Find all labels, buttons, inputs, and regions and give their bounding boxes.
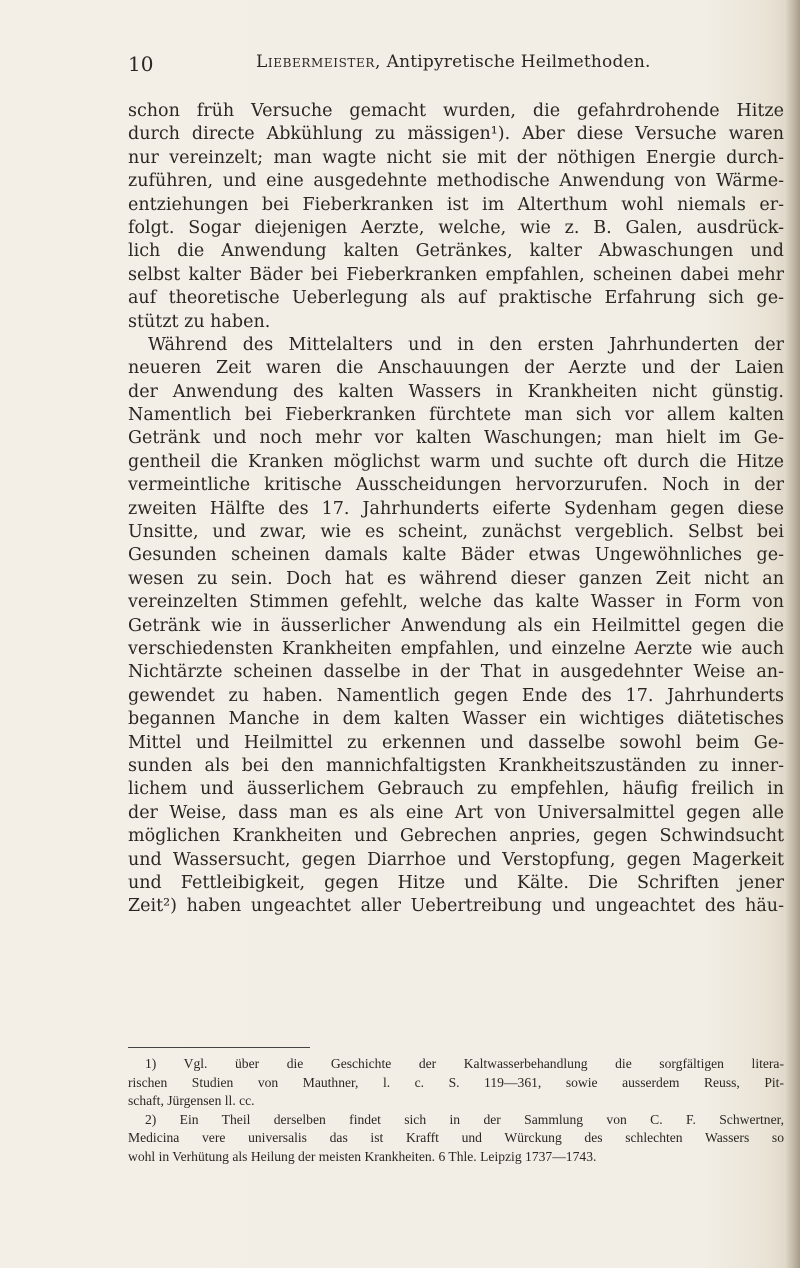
footnote-line: 2) Ein Theil derselben findet sich in der Sammlung von C. F. Schwertner,: [145, 1111, 784, 1127]
text-line: der Weise, dass man es als eine Art von Universalmittel gegen alle: [128, 802, 784, 823]
text-line: wesen zu sein. Doch hat es während dieser ganzen Zeit nicht an: [128, 568, 784, 589]
footnote-divider: [128, 1047, 310, 1048]
text-line: entziehungen bei Fieberkranken ist im Alterthum wohl niemals er-: [128, 194, 784, 215]
text-line: Mittel und Heilmittel zu erkennen und dasselbe sowohl beim Ge-: [128, 732, 784, 753]
text-line: selbst kalter Bäder bei Fieberkranken empfahlen, scheinen dabei mehr: [128, 264, 784, 285]
footnotes: [128, 1055, 784, 1166]
page-header: [128, 52, 788, 82]
text-line: Unsitte, und zwar, wie es scheint, zunächst vergeblich. Selbst bei: [128, 522, 784, 543]
text-line: Getränk wie in äusserlicher Anwendung als ein Heilmittel gegen die: [128, 615, 784, 636]
footnote-line: Medicina vere universalis das ist Krafft und Würckung des schlechten Wassers so: [128, 1130, 784, 1145]
text-line: sunden als bei den mannichfaltigsten Krankheitszuständen zu inner-: [128, 755, 784, 776]
footnote-line: wohl in Verhütung als Heilung der meisten Krankheiten. 6 Thle. Leipzig 1737—1743.: [128, 1148, 597, 1164]
text-line: stützt zu haben.: [128, 311, 271, 332]
text-line: und Wassersucht, gegen Diarrhoe und Verstopfung, gegen Magerkeit: [128, 849, 784, 870]
text-line: Gesunden scheinen damals kalte Bäder etwas Ungewöhnliches ge-: [128, 545, 784, 566]
text-line: nur vereinzelt; man wagte nicht sie mit der nöthigen Energie durch-: [128, 147, 784, 168]
text-line: auf theoretische Ueberlegung als auf praktische Erfahrung sich ge-: [128, 288, 784, 309]
text-line: gentheil die Kranken möglichst warm und suchte oft durch die Hitze: [128, 451, 784, 472]
page-edge-shadow: [786, 0, 800, 1268]
text-line: vereinzelten Stimmen gefehlt, welche das kalte Wasser in Form von: [128, 592, 784, 613]
body-text: [128, 100, 784, 919]
text-line: durch directe Abkühlung zu mässigen¹). Aber diese Versuche waren: [128, 124, 784, 145]
text-line: Zeit²) haben ungeachtet aller Uebertreibung und ungeachtet des häu-: [128, 896, 784, 917]
running-head: [256, 52, 651, 72]
text-line: Während des Mittelalters und in den ersten Jahrhunderten der: [148, 334, 784, 355]
text-line: verschiedensten Krankheiten empfahlen, und einzelne Aerzte wie auch: [128, 638, 784, 659]
text-line: vermeintliche kritische Ausscheidungen hervorzurufen. Noch in der: [128, 475, 784, 496]
running-head-author: Liebermeister,: [256, 52, 382, 72]
text-line: zweiten Hälfte des 17. Jahrhunderts eiferte Sydenham gegen diese: [128, 498, 784, 519]
page-number: 10: [128, 52, 154, 76]
text-line: neueren Zeit waren die Anschauungen der Aerzte und der Laien: [128, 358, 784, 379]
text-line: lich die Anwendung kalten Getränkes, kalter Abwaschungen und: [128, 241, 784, 262]
text-line: schon früh Versuche gemacht wurden, die gefahrdrohende Hitze: [128, 101, 784, 121]
text-line: möglichen Krankheiten und Gebrechen anpries, gegen Schwindsucht: [128, 826, 784, 847]
text-line: Namentlich bei Fieberkranken fürchtete man sich vor allem kalten: [128, 405, 784, 426]
text-line: lichem und äusserlichem Gebrauch zu empfehlen, häufig freilich in: [128, 779, 784, 800]
text-line: Nichtärzte scheinen dasselbe in der That in ausgedehnter Weise an-: [128, 662, 784, 683]
text-line: begannen Manche in dem kalten Wasser ein wichtiges diätetisches: [128, 709, 784, 730]
text-line: gewendet zu haben. Namentlich gegen Ende des 17. Jahrhunderts: [128, 685, 784, 706]
text-line: und Fettleibigkeit, gegen Hitze und Kälte. Die Schriften jener: [128, 872, 784, 893]
footnote-line: rischen Studien von Mauthner, l. c. S. 119—361, sowie ausserdem Reuss, Pit-: [128, 1074, 784, 1090]
text-line: folgt. Sogar diejenigen Aerzte, welche, wie z. B. Galen, ausdrück-: [128, 217, 784, 238]
text-line: der Anwendung des kalten Wassers in Krankheiten nicht günstig.: [128, 381, 784, 402]
footnote-line: 1) Vgl. über die Geschichte der Kaltwasserbehandlung die sorgfältigen litera-: [145, 1056, 784, 1071]
text-line: Getränk und noch mehr vor kalten Waschungen; man hielt im Ge-: [128, 428, 784, 449]
footnote-line: schaft, Jürgensen ll. cc.: [128, 1093, 255, 1108]
text-line: zuführen, und eine ausgedehnte methodische Anwendung von Wärme-: [128, 171, 784, 192]
running-head-title: Antipyretische Heilmethoden.: [386, 52, 651, 72]
